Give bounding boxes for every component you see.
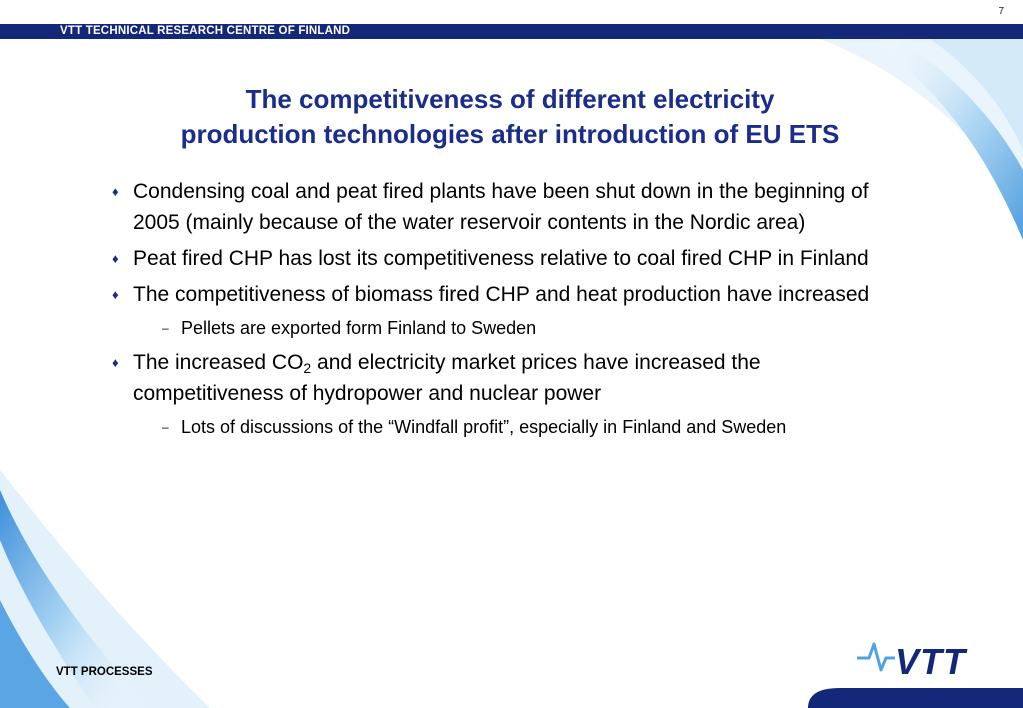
sub-bullet-text-3-1: Pellets are exported form Finland to Sweden (181, 318, 537, 338)
bullet-diamond-icon: ♦ (112, 355, 119, 370)
corner-block-bottom-right (808, 688, 1023, 708)
bullet-text-2: Peat fired CHP has lost its competitiveness relative to coal fired CHP in Finland (133, 247, 869, 270)
slide-title-line-2: production technologies after introduction of EU ETS (180, 119, 840, 149)
bullet-list (110, 176, 915, 446)
bullet-item-2 (110, 243, 915, 274)
logo-pulse-line (857, 644, 895, 670)
bullet-text-4-pre: The increased CO (133, 351, 304, 374)
vtt-logo-icon (855, 636, 980, 680)
bullet-text-4-post: and electricity market prices have increased the competitiveness of hydropower and nuclear power (133, 351, 761, 405)
bullet-diamond-icon: ♦ (112, 287, 119, 302)
bullet-item-3 (110, 279, 915, 310)
slide-title (80, 82, 940, 152)
footer-label: VTT PROCESSES (56, 666, 153, 678)
bullet-text-3: The competitiveness of biomass fired CHP and heat production have increased (133, 283, 870, 306)
bullet-diamond-icon: ♦ (112, 184, 119, 199)
bullet-item-1 (110, 176, 915, 238)
co2-subscript: 2 (303, 360, 312, 376)
dash-icon: – (162, 321, 169, 335)
page-number: 7 (998, 6, 1004, 17)
slide-title-line-1: The competitiveness of different electricity (245, 84, 775, 114)
logo-text: VTT (895, 641, 966, 680)
dash-icon: – (162, 420, 169, 434)
header-org-name: VTT TECHNICAL RESEARCH CENTRE OF FINLAND (60, 25, 351, 37)
sub-bullet-item-4-1 (110, 414, 915, 441)
sub-bullet-item-3-1 (110, 315, 915, 342)
header-bar (0, 24, 1023, 39)
sub-bullet-text-4-1: Lots of discussions of the “Windfall profit”, especially in Finland and Sweden (181, 417, 787, 437)
bullet-diamond-icon: ♦ (112, 251, 119, 266)
bullet-text-1: Condensing coal and peat fired plants have been shut down in the beginning of 2005 (mainly because of the water reservoir contents in the Nordic area) (133, 180, 869, 234)
bullet-item-4 (110, 347, 915, 409)
